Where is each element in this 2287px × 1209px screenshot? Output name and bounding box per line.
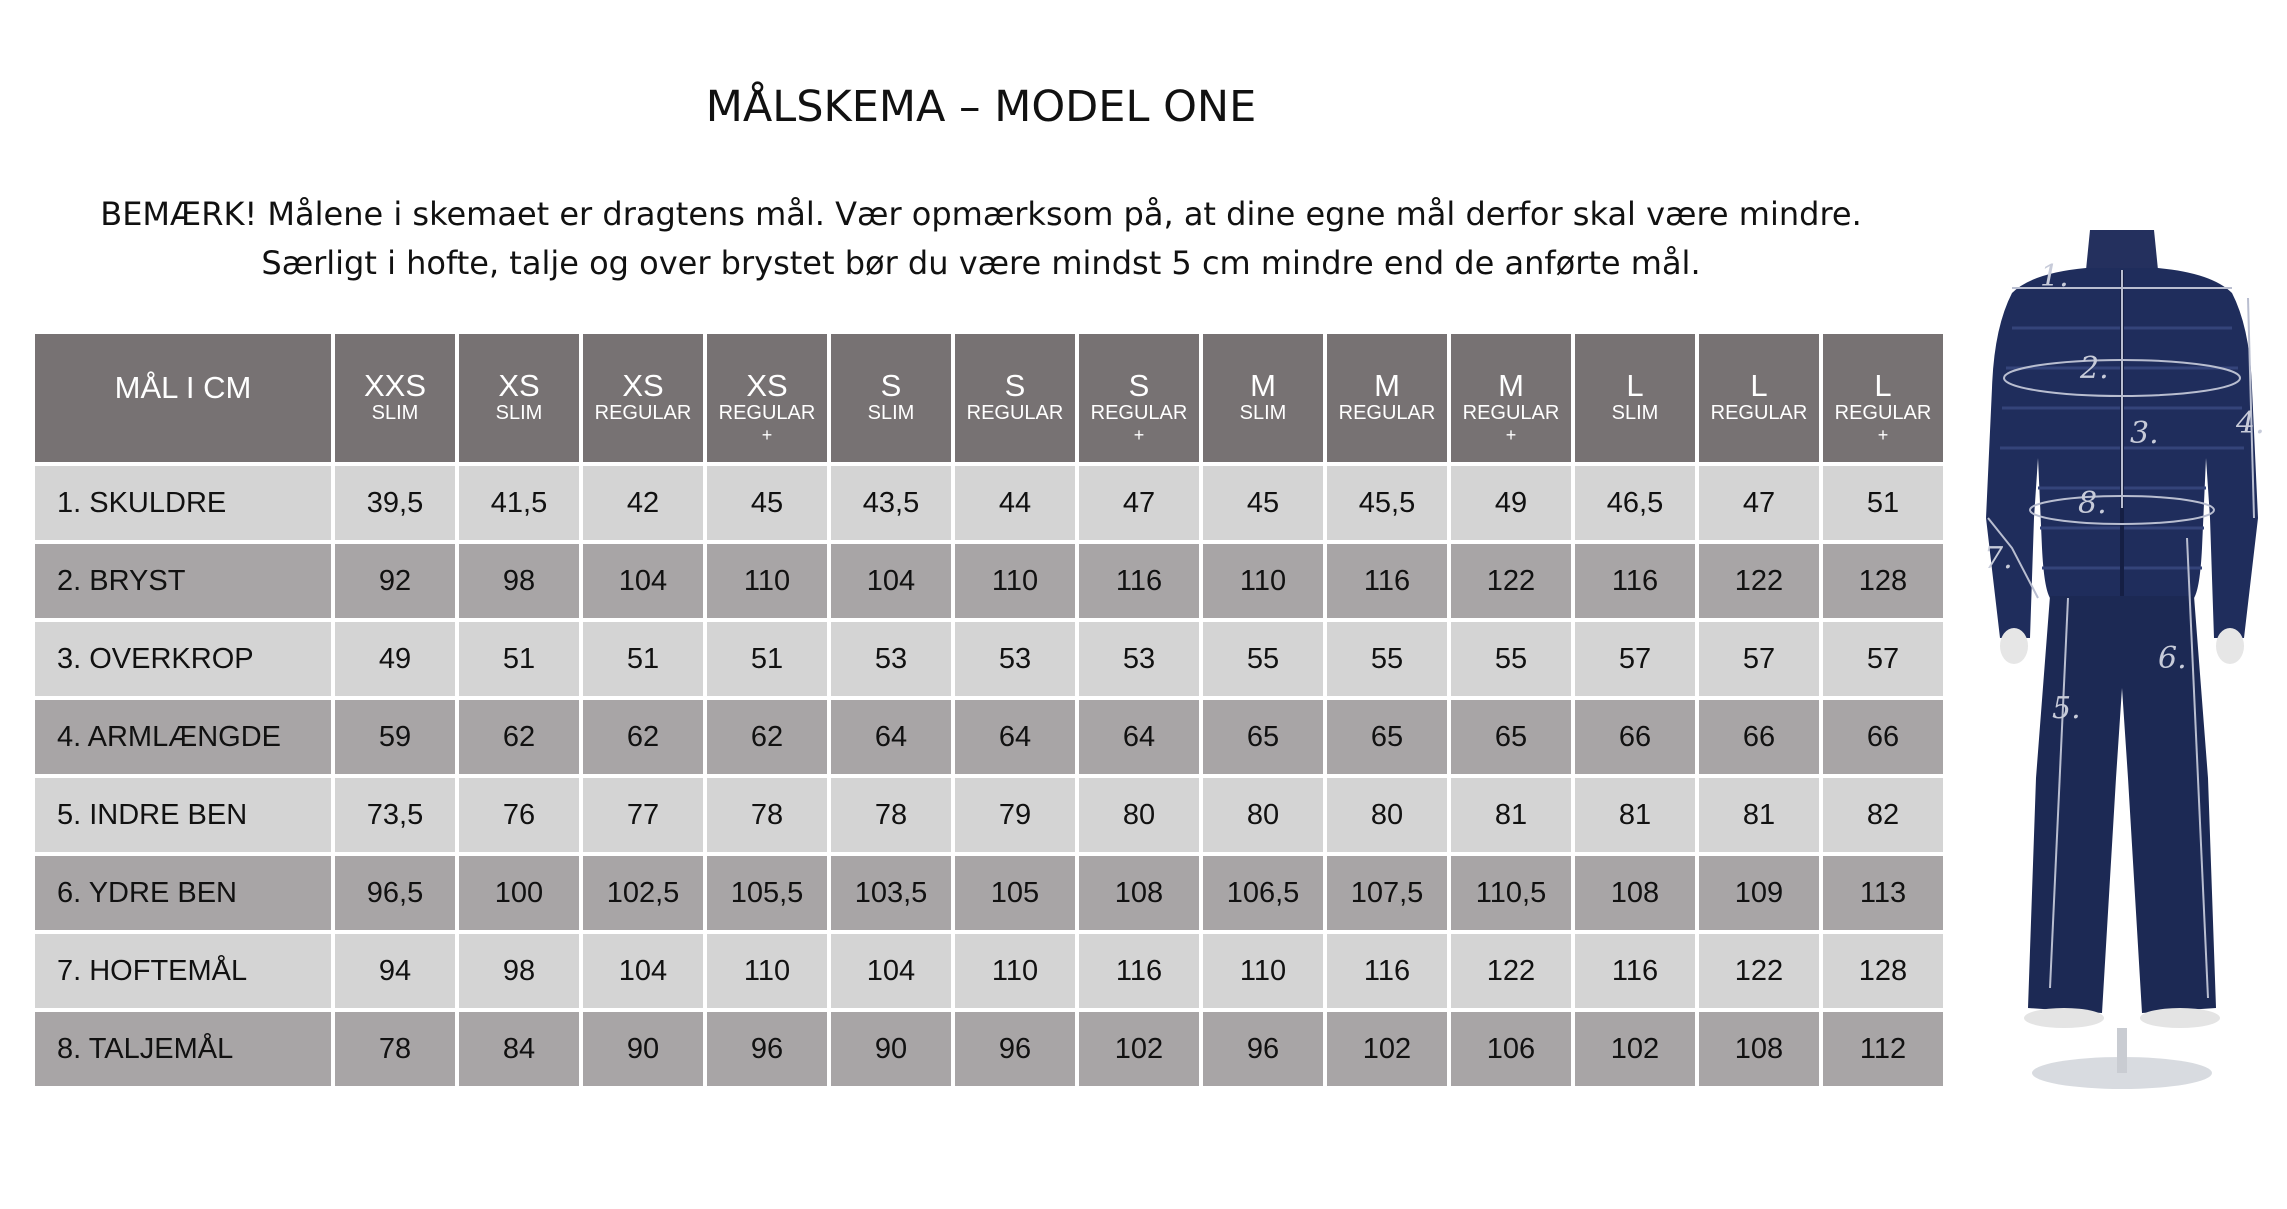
size-header-fit: SLIM bbox=[867, 402, 915, 424]
measurement-value: 62 bbox=[459, 700, 579, 774]
right-foot bbox=[2140, 1008, 2220, 1028]
measurement-value: 51 bbox=[459, 622, 579, 696]
right-hand bbox=[2216, 628, 2244, 664]
marker-3: 3. bbox=[2130, 416, 2159, 451]
measurement-value: 102 bbox=[1575, 1012, 1695, 1086]
measurement-value: 62 bbox=[583, 700, 703, 774]
measurement-value: 128 bbox=[1823, 934, 1943, 1008]
size-header-plus: + bbox=[1133, 425, 1145, 445]
measurement-value: 81 bbox=[1575, 778, 1695, 852]
marker-4: 4. bbox=[2236, 406, 2265, 441]
measurement-value: 65 bbox=[1327, 700, 1447, 774]
measurement-value: 116 bbox=[1327, 934, 1447, 1008]
measurement-value: 102 bbox=[1079, 1012, 1199, 1086]
measurement-value: 57 bbox=[1699, 622, 1819, 696]
measurement-value: 116 bbox=[1079, 544, 1199, 618]
measurement-value: 51 bbox=[583, 622, 703, 696]
measurement-value: 98 bbox=[459, 544, 579, 618]
size-header-fit: SLIM bbox=[371, 402, 419, 424]
measurement-value: 104 bbox=[583, 934, 703, 1008]
measurement-value: 107,5 bbox=[1327, 856, 1447, 930]
size-header-size: L bbox=[1874, 368, 1892, 403]
measurement-value: 104 bbox=[831, 934, 951, 1008]
measurement-value: 100 bbox=[459, 856, 579, 930]
size-header-plus: + bbox=[761, 425, 773, 445]
measurement-value: 46,5 bbox=[1575, 466, 1695, 540]
marker-7: 7. bbox=[1984, 541, 2013, 576]
measurement-value: 104 bbox=[583, 544, 703, 618]
size-header-size: XS bbox=[498, 368, 540, 403]
measurement-value: 108 bbox=[1575, 856, 1695, 930]
size-header-size: M bbox=[1498, 368, 1524, 403]
size-header bbox=[583, 334, 703, 462]
measurement-value: 110 bbox=[707, 544, 827, 618]
measurement-value: 45 bbox=[707, 466, 827, 540]
measurement-value: 104 bbox=[831, 544, 951, 618]
size-note-line-1: BEMÆRK! Målene i skemaet er dragtens mål. Vær opmærksom på, at dine egne mål derfor skal være mindre. bbox=[100, 195, 1862, 233]
measurement-value: 78 bbox=[335, 1012, 455, 1086]
corner-header bbox=[35, 334, 331, 462]
measurement-value: 55 bbox=[1203, 622, 1323, 696]
size-header bbox=[1823, 334, 1943, 462]
size-header-size: S bbox=[1004, 368, 1026, 403]
measurement-value: 55 bbox=[1327, 622, 1447, 696]
measurement-value: 122 bbox=[1451, 934, 1571, 1008]
measurement-value: 53 bbox=[831, 622, 951, 696]
measurement-value: 90 bbox=[831, 1012, 951, 1086]
measurement-value: 106 bbox=[1451, 1012, 1571, 1086]
measurement-value: 79 bbox=[955, 778, 1075, 852]
measurement-value: 49 bbox=[1451, 466, 1571, 540]
size-header bbox=[1575, 334, 1695, 462]
size-chart-table bbox=[31, 330, 1947, 1090]
marker-2: 2. bbox=[2080, 351, 2109, 386]
measurement-value: 45 bbox=[1203, 466, 1323, 540]
size-header-fit: REGULAR bbox=[1710, 402, 1808, 424]
size-header-size: L bbox=[1626, 368, 1644, 403]
measurement-label: 4. ARMLÆNGDE bbox=[35, 700, 331, 774]
size-header-plus: + bbox=[1505, 425, 1517, 445]
size-header bbox=[459, 334, 579, 462]
measurement-value: 105,5 bbox=[707, 856, 827, 930]
measurement-value: 116 bbox=[1575, 544, 1695, 618]
measurement-value: 44 bbox=[955, 466, 1075, 540]
jumpsuit-collar bbox=[2086, 230, 2158, 270]
measurement-value: 64 bbox=[831, 700, 951, 774]
jumpsuit-pants bbox=[2028, 596, 2216, 1013]
measurement-value: 66 bbox=[1699, 700, 1819, 774]
measurement-value: 81 bbox=[1451, 778, 1571, 852]
mannequin-stand-pole bbox=[2117, 1028, 2127, 1073]
table-row bbox=[35, 700, 1943, 774]
measurement-value: 51 bbox=[707, 622, 827, 696]
measurement-value: 116 bbox=[1575, 934, 1695, 1008]
size-header-fit: REGULAR bbox=[966, 402, 1064, 424]
measurement-value: 39,5 bbox=[335, 466, 455, 540]
measurement-value: 76 bbox=[459, 778, 579, 852]
measurement-value: 90 bbox=[583, 1012, 703, 1086]
size-header-fit: REGULAR bbox=[1834, 402, 1932, 424]
table-row bbox=[35, 466, 1943, 540]
measurement-value: 103,5 bbox=[831, 856, 951, 930]
measurement-value: 98 bbox=[459, 934, 579, 1008]
measurement-value: 110,5 bbox=[1451, 856, 1571, 930]
measurement-value: 96 bbox=[1203, 1012, 1323, 1086]
measurement-value: 96 bbox=[955, 1012, 1075, 1086]
measurement-value: 105 bbox=[955, 856, 1075, 930]
size-header bbox=[955, 334, 1075, 462]
marker-1: 1. bbox=[2040, 259, 2069, 294]
measurement-value: 109 bbox=[1699, 856, 1819, 930]
size-note bbox=[0, 190, 1962, 288]
size-header-fit: SLIM bbox=[495, 402, 543, 424]
corner-header-label: MÅL I CM bbox=[114, 370, 252, 405]
size-header bbox=[1699, 334, 1819, 462]
measurement-value: 59 bbox=[335, 700, 455, 774]
size-header-size: S bbox=[1128, 368, 1150, 403]
measurement-label: 1. SKULDRE bbox=[35, 466, 331, 540]
measurement-value: 82 bbox=[1823, 778, 1943, 852]
measurement-value: 80 bbox=[1203, 778, 1323, 852]
measurement-value: 84 bbox=[459, 1012, 579, 1086]
measurement-value: 102,5 bbox=[583, 856, 703, 930]
measurement-value: 43,5 bbox=[831, 466, 951, 540]
left-foot bbox=[2024, 1008, 2104, 1028]
measurement-value: 106,5 bbox=[1203, 856, 1323, 930]
table-header-row bbox=[35, 334, 1943, 462]
measurement-label: 3. OVERKROP bbox=[35, 622, 331, 696]
measurement-label: 8. TALJEMÅL bbox=[35, 1012, 331, 1086]
measurement-value: 51 bbox=[1823, 466, 1943, 540]
measurement-value: 113 bbox=[1823, 856, 1943, 930]
page-title: MÅLSKEMA – MODEL ONE bbox=[705, 82, 1257, 132]
measurement-value: 55 bbox=[1451, 622, 1571, 696]
size-header bbox=[1451, 334, 1571, 462]
size-header-size: M bbox=[1374, 368, 1400, 403]
size-header-fit: REGULAR bbox=[718, 402, 816, 424]
measurement-value: 49 bbox=[335, 622, 455, 696]
measurement-value: 64 bbox=[955, 700, 1075, 774]
size-header-fit: SLIM bbox=[1611, 402, 1659, 424]
measurement-value: 65 bbox=[1203, 700, 1323, 774]
measurement-value: 78 bbox=[707, 778, 827, 852]
measurement-value: 81 bbox=[1699, 778, 1819, 852]
table-row bbox=[35, 544, 1943, 618]
measurement-value: 64 bbox=[1079, 700, 1199, 774]
marker-5: 5. bbox=[2052, 691, 2081, 726]
measurement-value: 80 bbox=[1079, 778, 1199, 852]
measurement-value: 128 bbox=[1823, 544, 1943, 618]
size-header bbox=[707, 334, 827, 462]
measurement-value: 96,5 bbox=[335, 856, 455, 930]
size-header-fit: REGULAR bbox=[1338, 402, 1436, 424]
size-header-size: M bbox=[1250, 368, 1276, 403]
size-header-size: L bbox=[1750, 368, 1768, 403]
measurement-value: 110 bbox=[707, 934, 827, 1008]
measurement-value: 122 bbox=[1699, 934, 1819, 1008]
size-header-fit: REGULAR bbox=[1090, 402, 1188, 424]
left-hand bbox=[2000, 628, 2028, 664]
measurement-value: 73,5 bbox=[335, 778, 455, 852]
measurement-value: 77 bbox=[583, 778, 703, 852]
size-header-size: XS bbox=[622, 368, 664, 403]
marker-6: 6. bbox=[2158, 641, 2187, 676]
size-header bbox=[1327, 334, 1447, 462]
table-row bbox=[35, 856, 1943, 930]
measurement-value: 65 bbox=[1451, 700, 1571, 774]
measurement-value: 102 bbox=[1327, 1012, 1447, 1086]
measurement-label: 2. BRYST bbox=[35, 544, 331, 618]
size-header bbox=[1079, 334, 1199, 462]
measurement-value: 53 bbox=[1079, 622, 1199, 696]
measurement-value: 108 bbox=[1699, 1012, 1819, 1086]
measurement-value: 53 bbox=[955, 622, 1075, 696]
measurement-value: 110 bbox=[955, 934, 1075, 1008]
measurement-value: 80 bbox=[1327, 778, 1447, 852]
size-header bbox=[1203, 334, 1323, 462]
measurement-value: 78 bbox=[831, 778, 951, 852]
size-header-plus: + bbox=[1877, 425, 1889, 445]
measurement-value: 41,5 bbox=[459, 466, 579, 540]
table-row bbox=[35, 622, 1943, 696]
measurement-value: 57 bbox=[1575, 622, 1695, 696]
measurement-value: 94 bbox=[335, 934, 455, 1008]
measurement-value: 110 bbox=[955, 544, 1075, 618]
measurement-label: 7. HOFTEMÅL bbox=[35, 934, 331, 1008]
jumpsuit-figure bbox=[1972, 218, 2272, 1098]
measurement-value: 112 bbox=[1823, 1012, 1943, 1086]
measurement-value: 116 bbox=[1327, 544, 1447, 618]
measurement-value: 96 bbox=[707, 1012, 827, 1086]
measurement-value: 122 bbox=[1699, 544, 1819, 618]
measurement-value: 47 bbox=[1079, 466, 1199, 540]
measurement-value: 45,5 bbox=[1327, 466, 1447, 540]
measurement-value: 110 bbox=[1203, 544, 1323, 618]
size-header-size: XS bbox=[746, 368, 788, 403]
marker-8: 8. bbox=[2078, 486, 2107, 521]
size-header-size: S bbox=[880, 368, 902, 403]
measurement-label: 5. INDRE BEN bbox=[35, 778, 331, 852]
table-row bbox=[35, 1012, 1943, 1086]
size-header-fit: SLIM bbox=[1239, 402, 1287, 424]
size-note-line-2: Særligt i hofte, talje og over brystet bør du være mindst 5 cm mindre end de anførte mål. bbox=[261, 244, 1701, 282]
size-header-size: XXS bbox=[363, 368, 427, 403]
measurement-value: 57 bbox=[1823, 622, 1943, 696]
size-header bbox=[335, 334, 455, 462]
size-header-fit: REGULAR bbox=[1462, 402, 1560, 424]
measurement-value: 122 bbox=[1451, 544, 1571, 618]
measurement-value: 42 bbox=[583, 466, 703, 540]
measurement-value: 92 bbox=[335, 544, 455, 618]
measurement-value: 108 bbox=[1079, 856, 1199, 930]
measurement-value: 116 bbox=[1079, 934, 1199, 1008]
size-header-fit: REGULAR bbox=[594, 402, 692, 424]
measurement-value: 47 bbox=[1699, 466, 1819, 540]
table-row bbox=[35, 778, 1943, 852]
measurement-label: 6. YDRE BEN bbox=[35, 856, 331, 930]
measurement-value: 66 bbox=[1823, 700, 1943, 774]
measurement-value: 62 bbox=[707, 700, 827, 774]
table-row bbox=[35, 934, 1943, 1008]
size-header bbox=[831, 334, 951, 462]
measurement-value: 110 bbox=[1203, 934, 1323, 1008]
measurement-value: 66 bbox=[1575, 700, 1695, 774]
